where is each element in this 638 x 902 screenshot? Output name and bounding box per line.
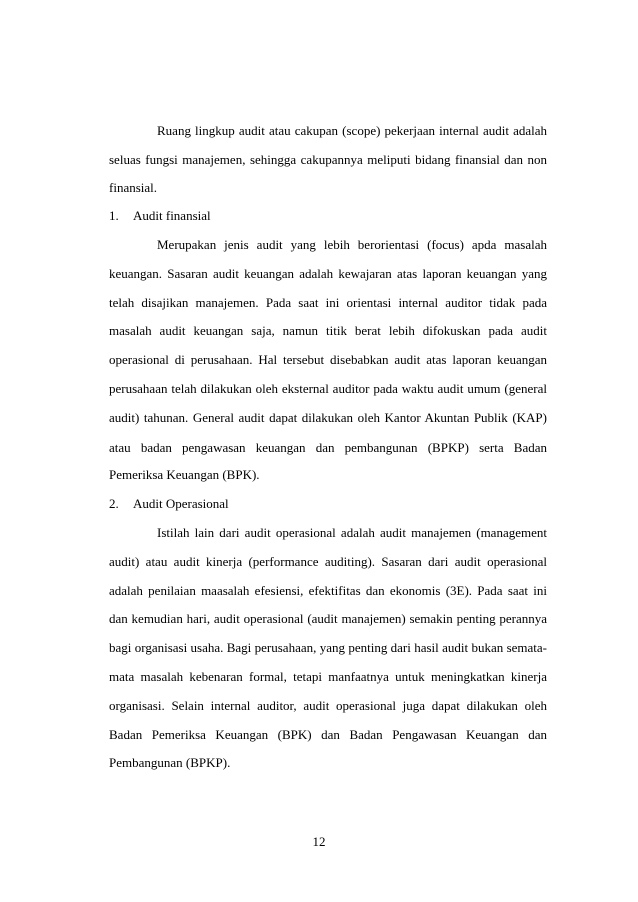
paragraph-line: atau badan pengawasan keuangan dan pembangunan (BPKP) serta Badan xyxy=(109,440,547,455)
paragraph-line: adalah penilaian maasalah efesiensi, efektifitas dan ekonomis (3E). Pada saat ini xyxy=(109,583,547,598)
paragraph-line: bagi organisasi usaha. Bagi perusahaan, yang penting dari hasil audit bukan semata- xyxy=(109,640,547,655)
paragraph-line: finansial. xyxy=(109,180,158,195)
paragraph-line: mata masalah kebenaran formal, tetapi manfaatnya untuk meningkatkan kinerja xyxy=(109,669,547,684)
paragraph-line: Pemeriksa Keuangan (BPK). xyxy=(109,467,260,482)
paragraph-line: organisasi. Selain internal auditor, audit operasional juga dapat dilakukan oleh xyxy=(109,698,547,713)
section-title: Audit finansial xyxy=(133,208,211,223)
paragraph-line: Istilah lain dari audit operasional adalah audit manajemen (management xyxy=(157,525,547,540)
page-number: 12 xyxy=(312,834,326,849)
paragraph-line: telah disajikan manajemen. Pada saat ini orientasi internal auditor tidak pada xyxy=(109,295,547,310)
section-heading-audit-operasional xyxy=(109,494,229,514)
paragraph-line: audit) tahunan. General audit dapat dilakukan oleh Kantor Akuntan Publik (KAP) xyxy=(109,410,547,425)
paragraph-line: Badan Pemeriksa Keuangan (BPK) dan Badan Pengawasan Keuangan dan xyxy=(109,727,547,742)
section-number: 1. xyxy=(109,208,119,223)
paragraph-line: Ruang lingkup audit atau cakupan (scope) pekerjaan internal audit adalah xyxy=(157,123,547,138)
section-title: Audit Operasional xyxy=(133,496,229,511)
paragraph-line: audit) atau audit kinerja (performance auditing). Sasaran dari audit operasional xyxy=(109,554,547,569)
paragraph-line: seluas fungsi manajemen, sehingga cakupannya meliputi bidang finansial dan non xyxy=(109,152,547,167)
section-number: 2. xyxy=(109,496,119,511)
paragraph-line: Pembangunan (BPKP). xyxy=(109,755,231,770)
paragraph-line: operasional di perusahaan. Hal tersebut disebabkan audit atas laporan keuangan xyxy=(109,352,547,367)
paragraph-line: dan kemudian hari, audit operasional (audit manajemen) semakin penting perannya xyxy=(109,611,547,626)
paragraph-line: Merupakan jenis audit yang lebih berorientasi (focus) apda masalah xyxy=(157,237,547,252)
section-heading-audit-finansial xyxy=(109,206,211,226)
paragraph-line: masalah audit keuangan saja, namun titik berat lebih difokuskan pada audit xyxy=(109,323,547,338)
paragraph-line: keuangan. Sasaran audit keuangan adalah kewajaran atas laporan keuangan yang xyxy=(109,266,547,281)
paragraph-line: perusahaan telah dilakukan oleh eksternal auditor pada waktu audit umum (general xyxy=(109,381,547,396)
